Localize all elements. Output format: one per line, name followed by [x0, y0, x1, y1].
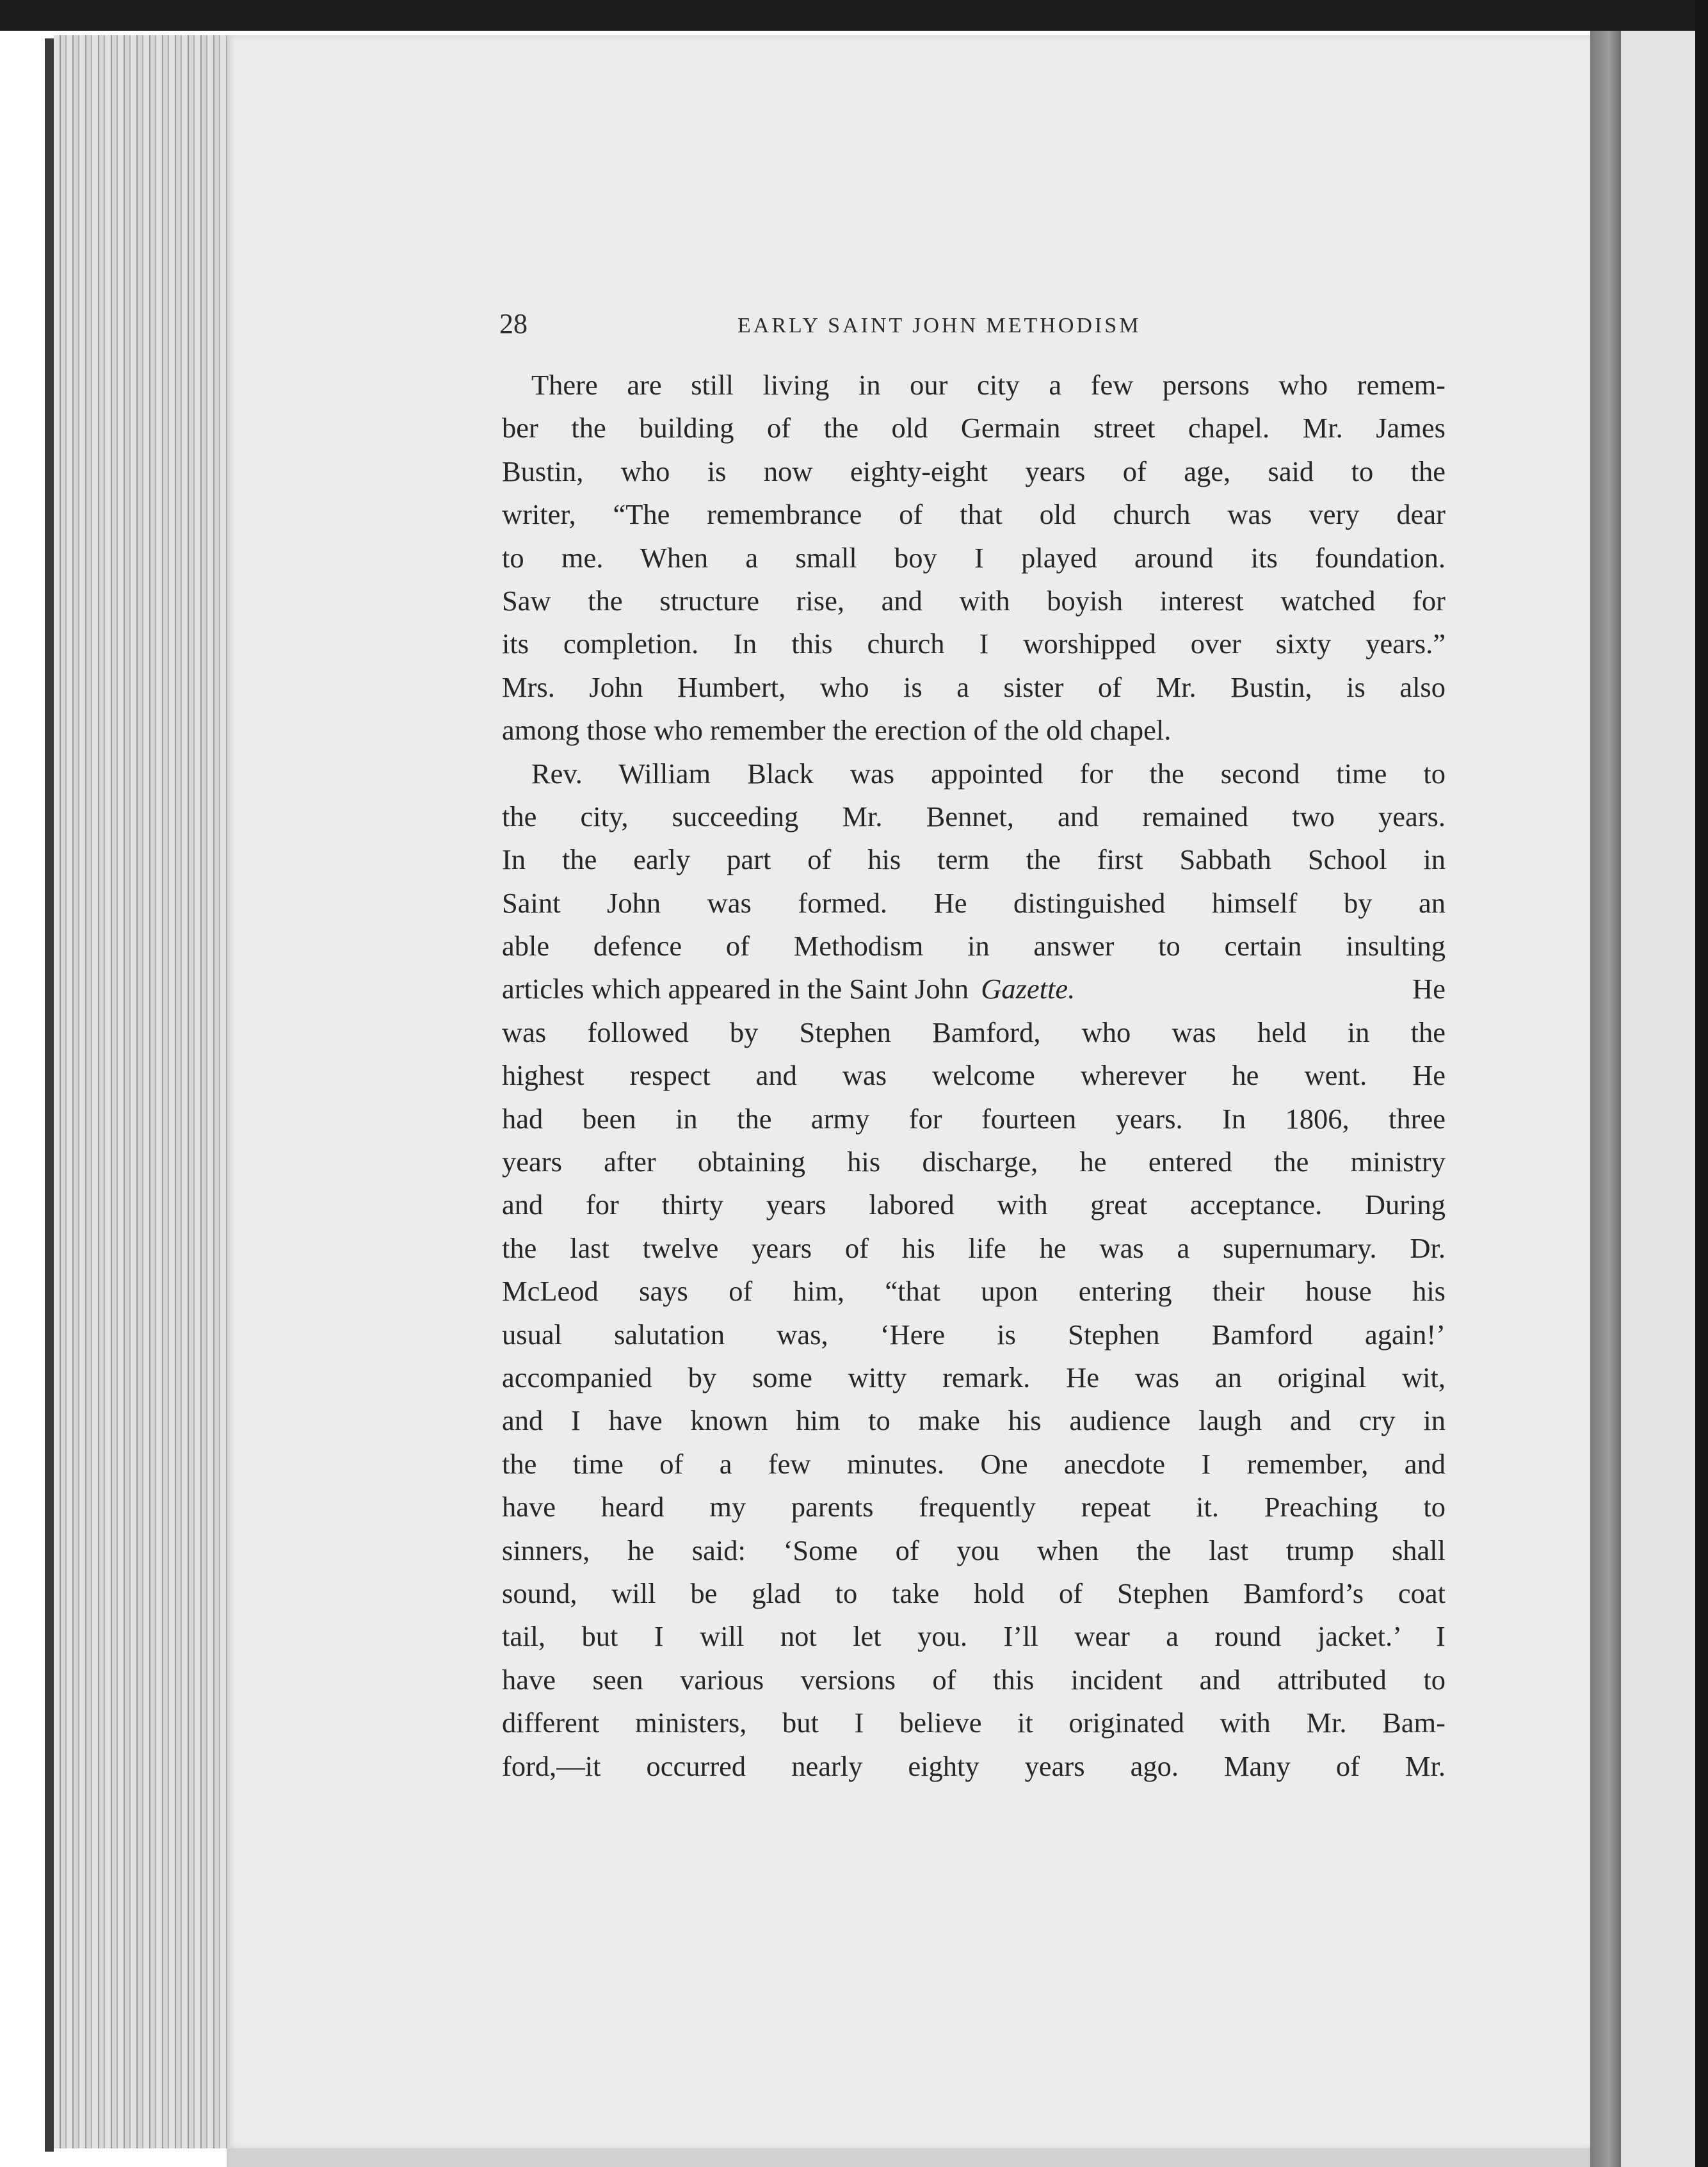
text-line: McLeod says of him, “that upon entering their house his	[502, 1275, 1446, 1308]
text-line: have seen various versions of this incident and attributed to	[502, 1663, 1446, 1696]
text-line: sound, will be glad to take hold of Stephen Bamford’s coat	[502, 1577, 1446, 1609]
text-line: able defence of Methodism in answer to certain insulting	[502, 930, 1446, 962]
book-gutter	[1590, 31, 1621, 2167]
text-line: the time of a few minutes. One anecdote I remember, and	[502, 1447, 1446, 1480]
text-line: have heard my parents frequently repeat it. Preaching to	[502, 1491, 1446, 1523]
text-line: There are still living in our city a few persons who remem-	[531, 369, 1446, 401]
text-line: ber the building of the old Germain street chapel. Mr. James	[502, 412, 1446, 444]
text-line: accompanied by some witty remark. He was an original wit,	[502, 1361, 1446, 1393]
text-line-part: articles which appeared in the Saint John	[502, 973, 976, 1005]
microfilm-border-left	[45, 38, 54, 2152]
text-line: Mrs. John Humbert, who is a sister of Mr. Bustin, is also	[502, 670, 1446, 703]
text-line: In the early part of his term the first Sabbath School in	[502, 843, 1446, 876]
microfilm-border-right	[1695, 0, 1708, 2167]
text-line: Saint John was formed. He distinguished himself by an	[502, 886, 1446, 919]
running-head	[499, 307, 1453, 346]
text-line: different ministers, but I believe it originated with Mr. Bam-	[502, 1707, 1446, 1739]
text-line: its completion. In this church I worshipped over sixty years.”	[502, 628, 1446, 660]
page-number: 28	[499, 308, 528, 339]
text-line: had been in the army for fourteen years. In 1806, three	[502, 1102, 1446, 1135]
text-line: highest respect and was welcome wherever he went. He	[502, 1059, 1446, 1092]
text-line-with-italic	[502, 968, 1446, 1010]
page-bottom-edge	[227, 2148, 1590, 2167]
text-line: Bustin, who is now eighty-eight years of age, said to the	[502, 455, 1446, 487]
text-line: ford,—it occurred nearly eighty years ago. Many of Mr.	[502, 1749, 1446, 1782]
running-title: EARLY SAINT JOHN METHODISM	[737, 314, 1141, 337]
text-line: among those who remember the erection of the old chapel.	[502, 714, 1172, 747]
text-line: was followed by Stephen Bamford, who was held in the	[502, 1016, 1446, 1048]
microfilm-border-top	[0, 0, 1708, 31]
text-line: to me. When a small boy I played around its foundation.	[502, 541, 1446, 574]
text-line: writer, “The remembrance of that old church was very dear	[502, 498, 1446, 531]
text-line: usual salutation was, ‘Here is Stephen Bamford again!’	[502, 1318, 1446, 1351]
text-line: sinners, he said: ‘Some of you when the last trump shall	[502, 1534, 1446, 1566]
facing-page-edge	[1621, 31, 1695, 2167]
newspaper-title-italic: Gazette.	[981, 973, 1076, 1005]
text-line: years after obtaining his discharge, he entered the ministry	[502, 1146, 1446, 1178]
text-line: the last twelve years of his life he was a supernumary. Dr.	[502, 1231, 1446, 1264]
text-line: Saw the structure rise, and with boyish interest watched for	[502, 584, 1446, 617]
text-line-part: He	[1405, 973, 1446, 1005]
text-line: the city, succeeding Mr. Bennet, and remained two years.	[502, 800, 1446, 832]
body-text	[502, 364, 1446, 1788]
text-line: and for thirty years labored with great acceptance. During	[502, 1189, 1446, 1221]
text-line: and I have known him to make his audience laugh and cry in	[502, 1404, 1446, 1437]
text-line: Rev. William Black was appointed for the second time to	[531, 757, 1446, 790]
book-page-edges	[54, 35, 227, 2148]
text-line: tail, but I will not let you. I’ll wear a round jacket.’ I	[502, 1620, 1446, 1653]
